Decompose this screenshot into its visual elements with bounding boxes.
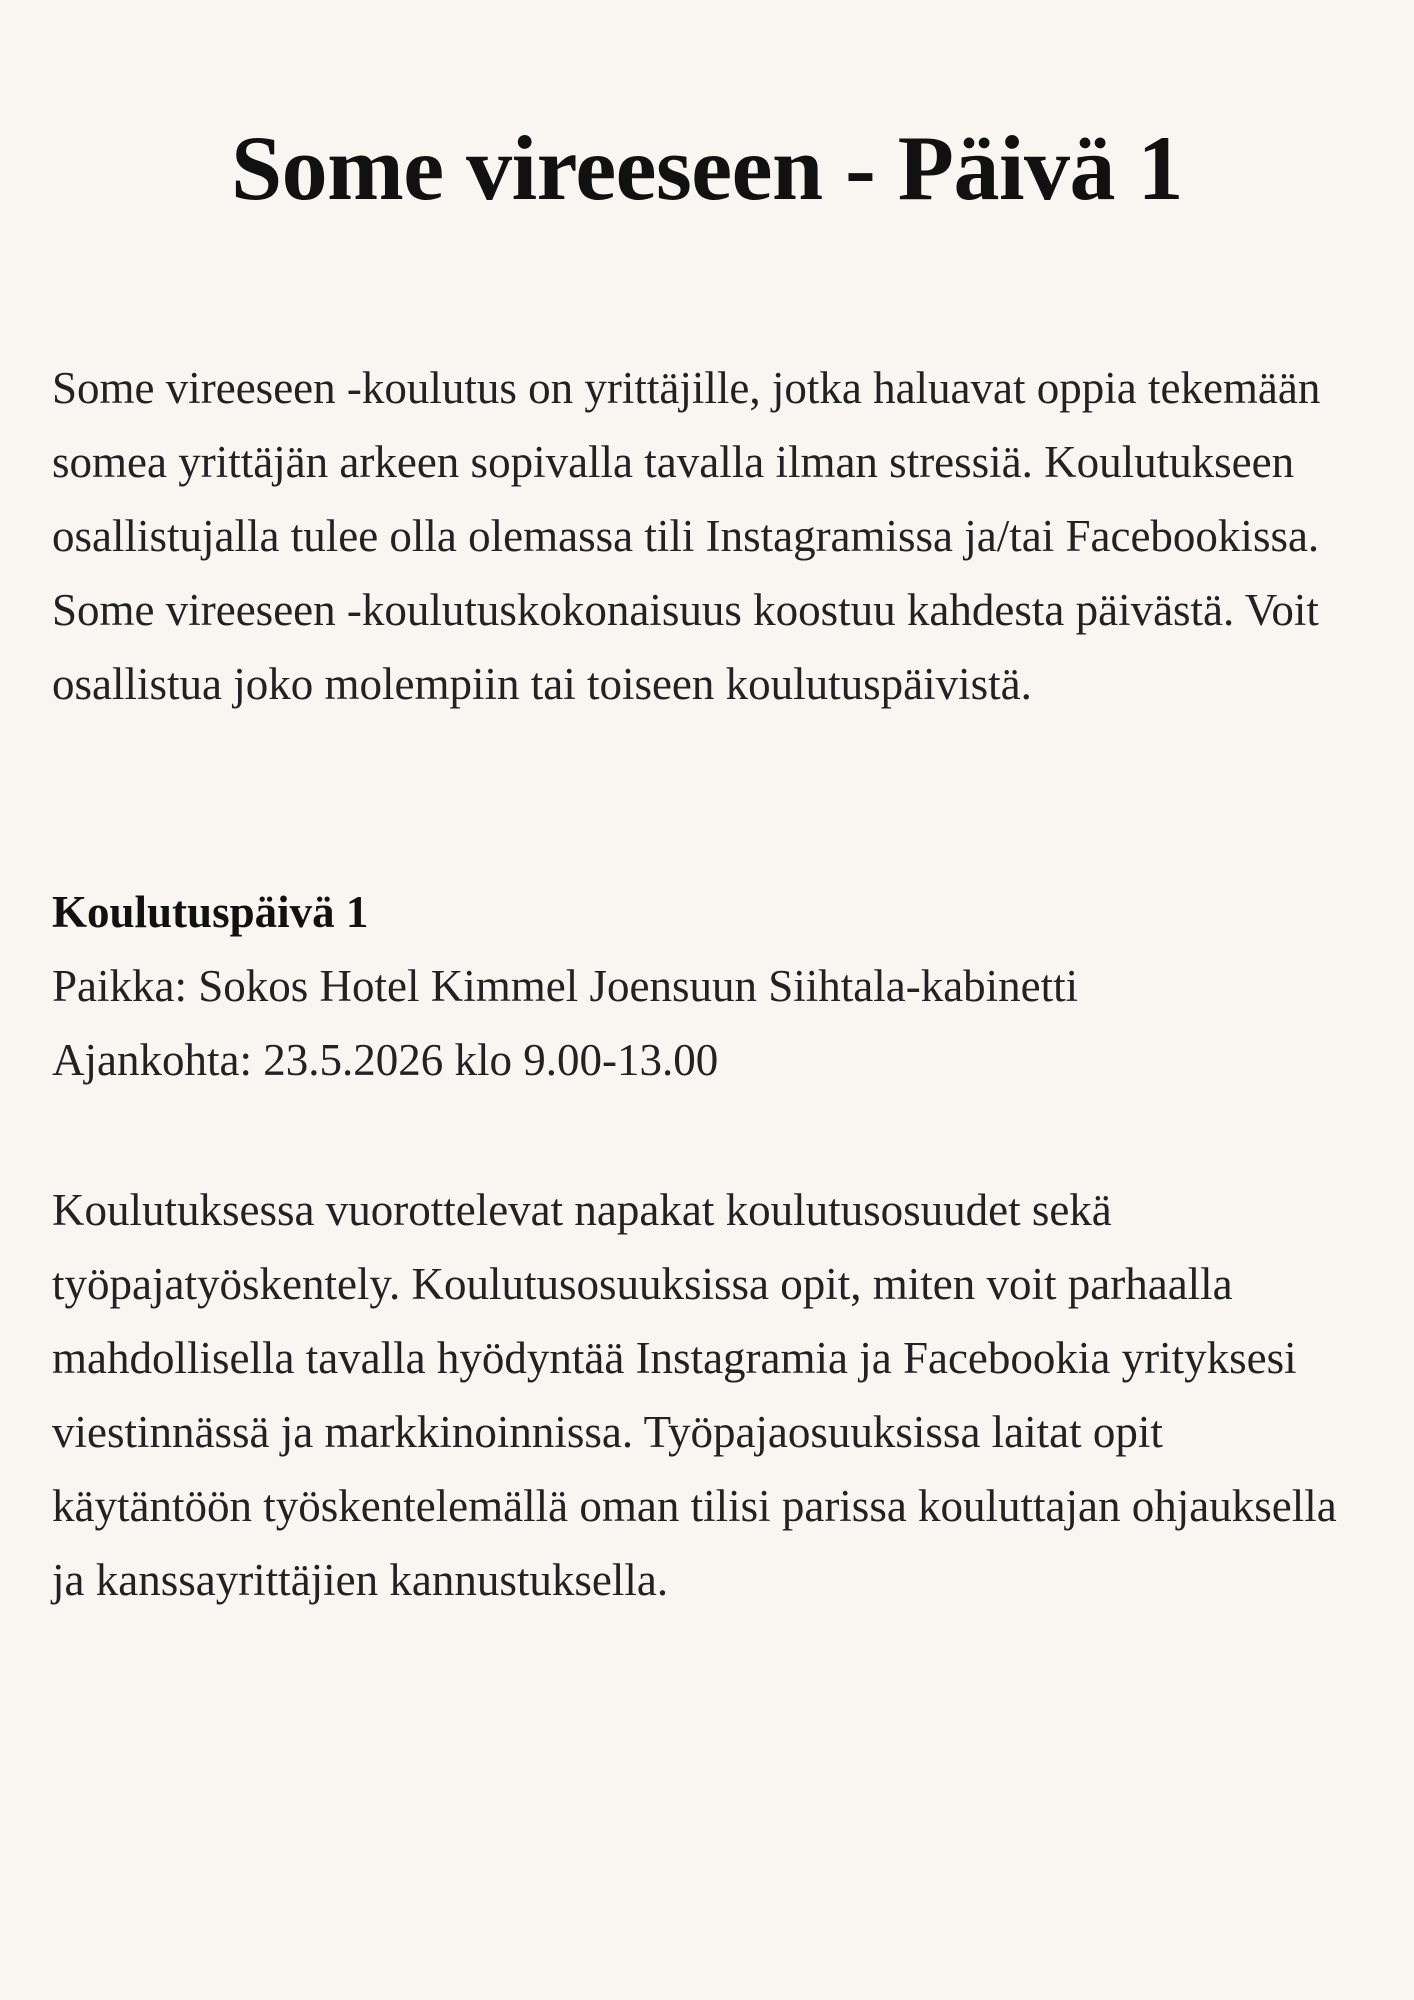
training-day-heading: Koulutuspäivä 1 [52,887,369,937]
intro-paragraph: Some vireeseen -koulutus on yrittäjille, jotka haluavat oppia tekemään somea yrittäjän arkeen sopivalla tavalla ilman stressiä. Koulutukseen osallistujalla tulee olla olemassa tili Instagramissa ja/tai Facebookissa. Some vireeseen -koulutuskokonaisuus koostuu kahdesta päivästä. Voit osallistua joko molempiin tai toiseen koulutuspäivistä. [52,363,1321,709]
training-time: Ajankohta: 23.5.2026 klo 9.00-13.00 [52,1035,719,1085]
training-day-details [52,875,1362,1097]
page-title: Some vireeseen - Päivä 1 [230,117,1184,219]
training-location: Paikka: Sokos Hotel Kimmel Joensuun Siihtala-kabinetti [52,961,1079,1011]
description-paragraph: Koulutuksessa vuorottelevat napakat koulutusosuudet sekä työpajatyöskentely. Koulutusosuuksissa opit, miten voit parhaalla mahdollisella tavalla hyödyntää Instagramia ja Facebookia yrityksesi viestinnässä ja markkinoinnissa. Työpajaosuuksissa laitat opit käytäntöön työskentelemällä oman tilisi parissa kouluttajan ohjauksella ja kanssayrittäjien kannustuksella. [52,1185,1337,1605]
